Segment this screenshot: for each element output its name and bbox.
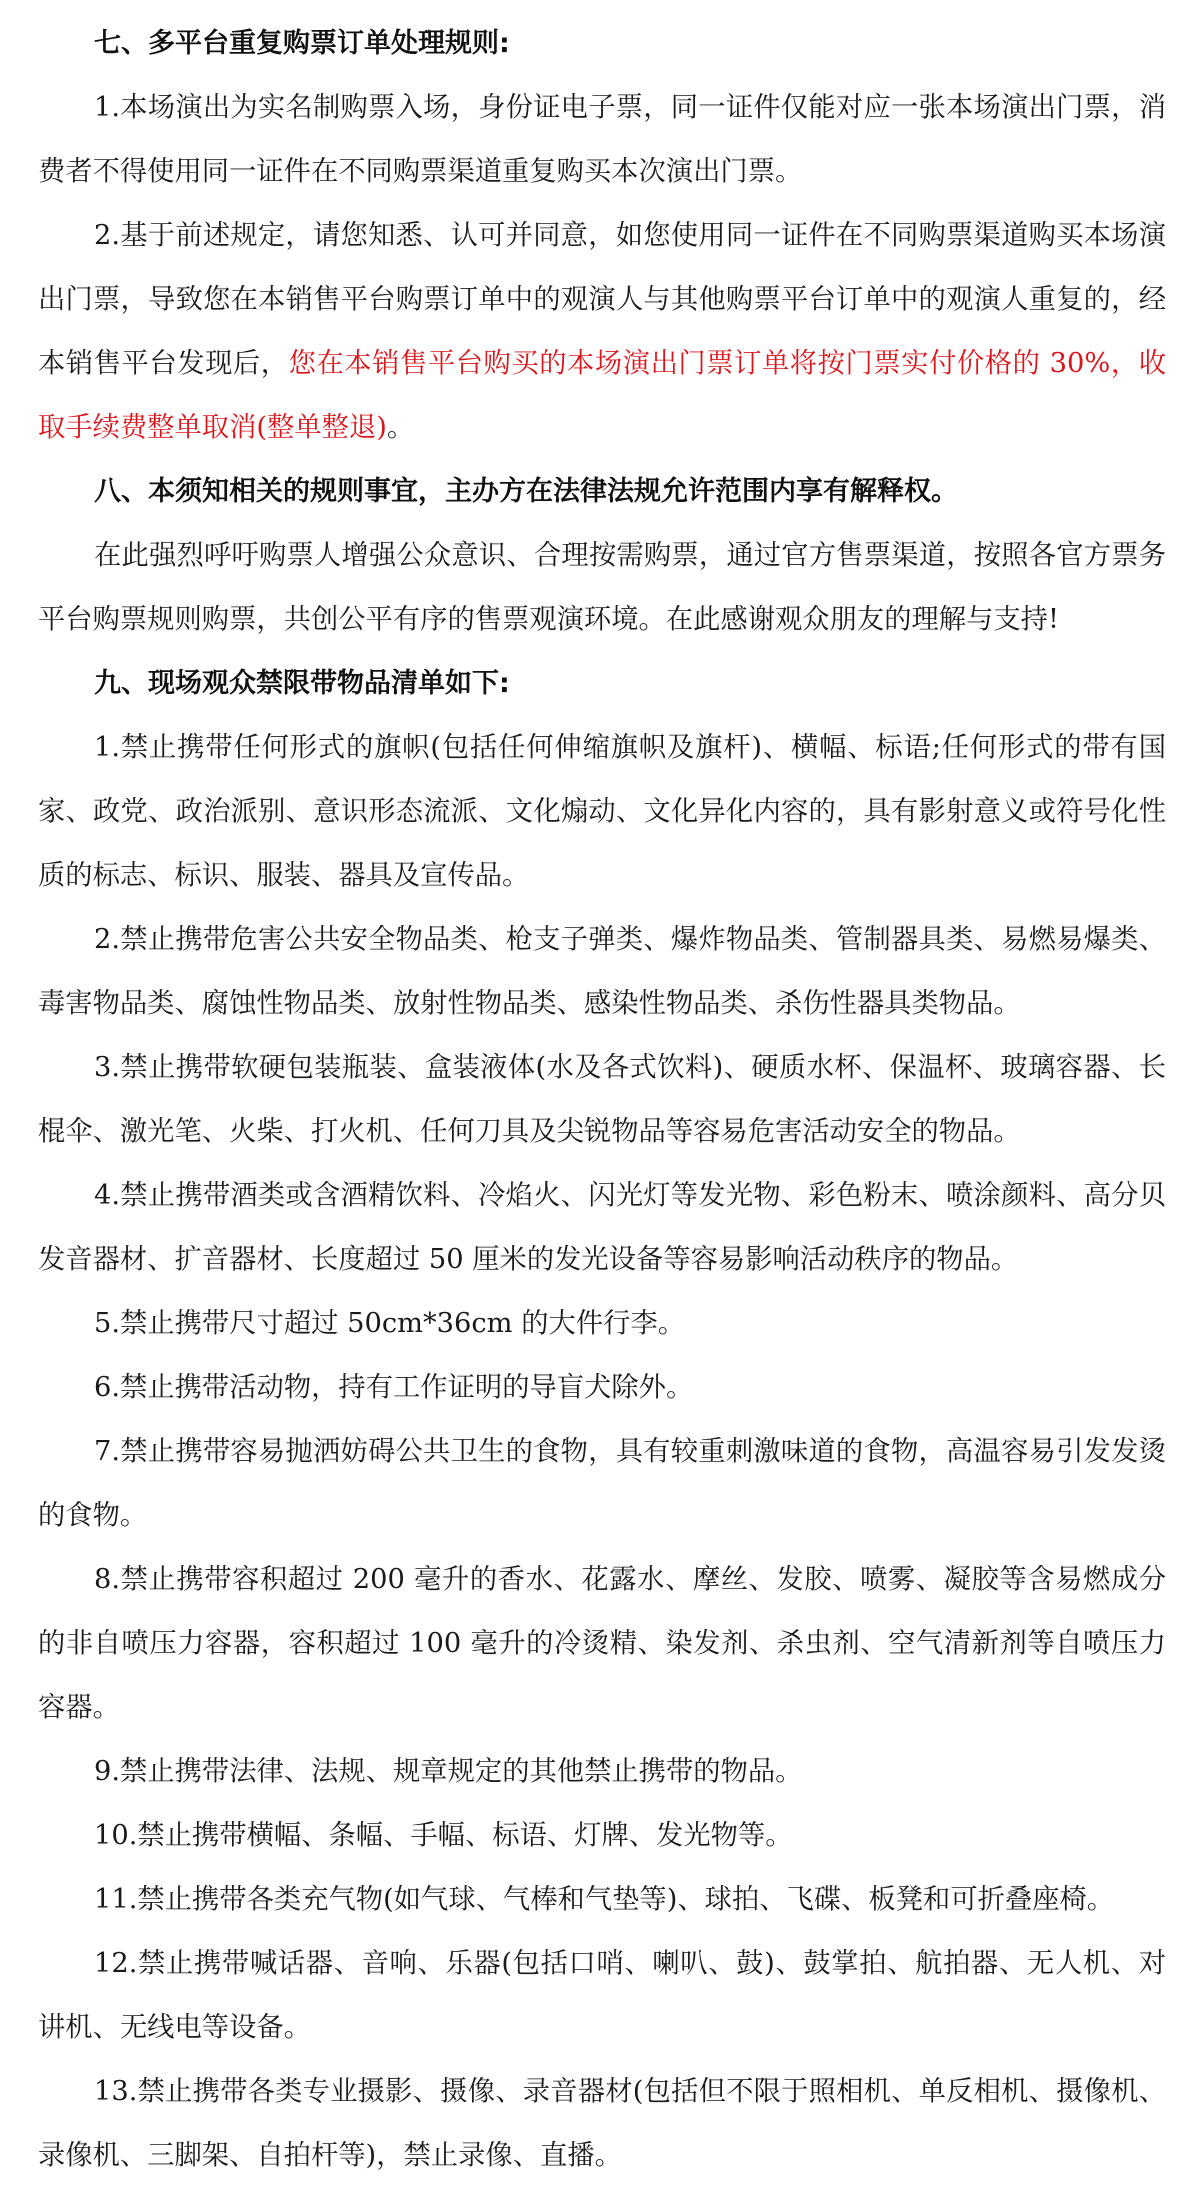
prohibited-item-11: 11.禁止携带各类充气物(如气球、气棒和气垫等)、球拍、飞碟、板凳和可折叠座椅。: [94, 1884, 1115, 1915]
prohibited-item-7: 7.禁止携带容易抛洒妨碍公共卫生的食物，具有较重刺激味道的食物，高温容易引发发烫的食物。: [38, 1436, 1166, 1531]
section-7-item-2-highlight: 您在本销售平台购买的本场演出门票订单将按门票实付价格的 30%，收取手续费整单取消(整单整退): [38, 348, 1166, 443]
section-8-body: 在此强烈呼吁购票人增强公众意识、合理按需购票，通过官方售票渠道，按照各官方票务平台购票规则购票，共创公平有序的售票观演环境。在此感谢观众朋友的理解与支持!: [38, 540, 1166, 635]
section-7-item-2: [38, 204, 1166, 460]
prohibited-item-3: 3.禁止携带软硬包装瓶装、盒装液体(水及各式饮料)、硬质水杯、保温杯、玻璃容器、长棍伞、激光笔、火柴、打火机、任何刀具及尖锐物品等容易危害活动安全的物品。: [38, 1052, 1166, 1147]
prohibited-item-1: 1.禁止携带任何形式的旗帜(包括任何伸缩旗帜及旗杆)、横幅、标语;任何形式的带有国家、政党、政治派别、意识形态流派、文化煽动、文化异化内容的，具有影射意义或符号化性质的标志、标识、服装、器具及宣传品。: [38, 732, 1166, 891]
prohibited-item-2: 2.禁止携带危害公共安全物品类、枪支子弹类、爆炸物品类、管制器具类、易燃易爆类、毒害物品类、腐蚀性物品类、放射性物品类、感染性物品类、杀伤性器具类物品。: [38, 924, 1166, 1019]
document-body: [38, 12, 1166, 2188]
prohibited-item-4: 4.禁止携带酒类或含酒精饮料、冷焰火、闪光灯等发光物、彩色粉末、喷涂颜料、高分贝发音器材、扩音器材、长度超过 50 厘米的发光设备等容易影响活动秩序的物品。: [38, 1180, 1166, 1275]
prohibited-item-5: 5.禁止携带尺寸超过 50cm*36cm 的大件行李。: [94, 1308, 686, 1339]
prohibited-item-10: 10.禁止携带横幅、条幅、手幅、标语、灯牌、发光物等。: [94, 1820, 793, 1851]
section-9-heading: 九、现场观众禁限带物品清单如下:: [94, 668, 510, 699]
prohibited-item-6: 6.禁止携带活动物，持有工作证明的导盲犬除外。: [94, 1372, 694, 1403]
section-7-item-1: 1.本场演出为实名制购票入场，身份证电子票，同一证件仅能对应一张本场演出门票，消费者不得使用同一证件在不同购票渠道重复购买本次演出门票。: [38, 92, 1166, 187]
section-8-heading: 八、本须知相关的规则事宜，主办方在法律法规允许范围内享有解释权。: [94, 476, 958, 507]
section-7-item-2-text: 2.基于前述规定，请您知悉、认可并同意，如您使用同一证件在不同购票渠道购买本场演出门票，导致您在本销售平台购票订单中的观演人与其他购票平台订单中的观演人重复的，经本销售平台发现后，: [38, 220, 1166, 379]
section-7-item-2-end: 。: [386, 412, 415, 443]
prohibited-item-8: 8.禁止携带容积超过 200 毫升的香水、花露水、摩丝、发胶、喷雾、凝胶等含易燃成分的非自喷压力容器，容积超过 100 毫升的冷烫精、染发剂、杀虫剂、空气清新剂等自喷压力容器。: [38, 1564, 1166, 1723]
prohibited-item-9: 9.禁止携带法律、法规、规章规定的其他禁止携带的物品。: [94, 1756, 803, 1787]
prohibited-item-12: 12.禁止携带喊话器、音响、乐器(包括口哨、喇叭、鼓)、鼓掌拍、航拍器、无人机、对讲机、无线电等设备。: [38, 1948, 1166, 2043]
prohibited-item-13: 13.禁止携带各类专业摄影、摄像、录音器材(包括但不限于照相机、单反相机、摄像机、录像机、三脚架、自拍杆等)，禁止录像、直播。: [38, 2076, 1166, 2171]
section-7-heading: 七、多平台重复购票订单处理规则:: [94, 28, 510, 59]
